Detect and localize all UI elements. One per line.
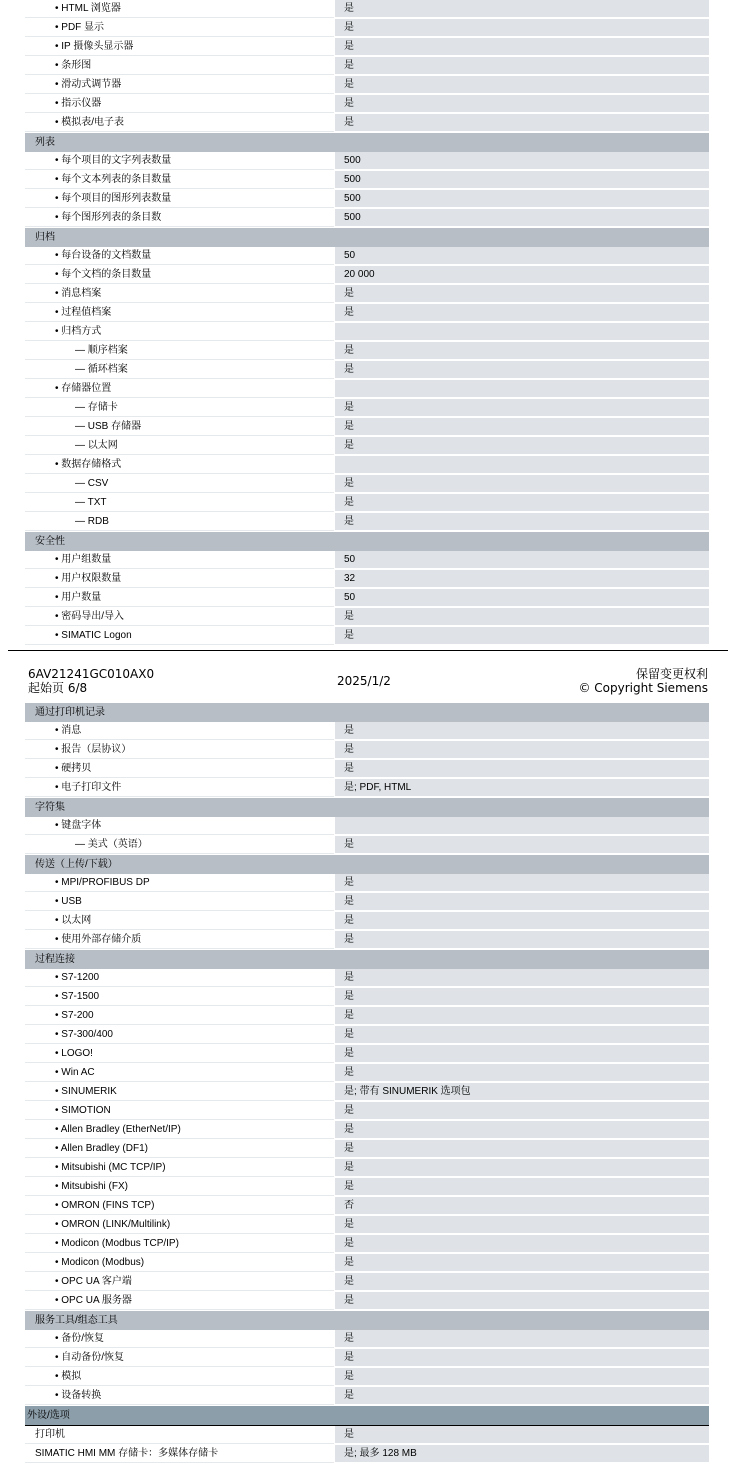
row-value: 是 (335, 1387, 709, 1405)
row-value: 32 (335, 570, 709, 588)
row-label: • 每个项目的图形列表数量 (25, 190, 334, 208)
row-label: • 消息 (25, 722, 334, 740)
row-value: 是 (335, 38, 709, 56)
row-label: • 电子打印文件 (25, 779, 334, 797)
table-row (25, 1026, 709, 1045)
section-title: 字符集 (35, 802, 65, 813)
table-row (25, 1273, 709, 1292)
row-label: • S7-1200 (25, 969, 334, 987)
row-label: — 顺序档案 (25, 342, 334, 360)
row-value: 是 (335, 57, 709, 75)
row-value: 50 (335, 551, 709, 569)
row-value: 是 (335, 627, 709, 645)
row-label: • S7-200 (25, 1007, 334, 1025)
row-label: • 自动备份/恢复 (25, 1349, 334, 1367)
table-row (25, 247, 709, 266)
table-row (25, 437, 709, 456)
section-title: 传送（上传/下载） (35, 859, 118, 870)
row-value: 是 (335, 1254, 709, 1272)
row-value: 是 (335, 1121, 709, 1139)
product-number: 6AV21241GC010AX0 (28, 667, 155, 681)
row-label: — 循环档案 (25, 361, 334, 379)
row-label: • 键盘字体 (25, 817, 334, 835)
row-value: 是 (335, 1349, 709, 1367)
row-value: 是 (335, 608, 709, 626)
table-row (25, 741, 709, 760)
row-value: 是 (335, 304, 709, 322)
row-label: • SINUMERIK (25, 1083, 334, 1101)
row-label: • 设备转换 (25, 1387, 334, 1405)
table-row (25, 1045, 709, 1064)
page-divider (8, 650, 728, 651)
row-value: 是 (335, 931, 709, 949)
row-value (335, 380, 709, 398)
row-value: 50 (335, 589, 709, 607)
row-value: 500 (335, 209, 709, 227)
row-label: • Allen Bradley (DF1) (25, 1140, 334, 1158)
row-label: • 每台设备的文档数量 (25, 247, 334, 265)
row-label: — RDB (25, 513, 334, 531)
row-value: 是 (335, 988, 709, 1006)
row-value: 是 (335, 1235, 709, 1253)
row-label: — 美式（英语） (25, 836, 334, 854)
row-label: • 模拟表/电子表 (25, 114, 334, 132)
row-value: 是 (335, 1368, 709, 1386)
row-value: 是; 带有 SINUMERIK 选项包 (335, 1083, 709, 1101)
row-value (335, 817, 709, 835)
section-header (25, 798, 709, 817)
row-value: 是; 最多 128 MB (335, 1445, 709, 1463)
row-label: • OMRON (FINS TCP) (25, 1197, 334, 1215)
row-value: 500 (335, 152, 709, 170)
table-row (25, 361, 709, 380)
section-title: 安全性 (35, 536, 65, 547)
table-row (25, 760, 709, 779)
row-value: 是 (335, 836, 709, 854)
row-value: 是 (335, 1064, 709, 1082)
row-label: SIMATIC HMI MM 存储卡：多媒体存储卡 (25, 1445, 334, 1463)
table-row (25, 912, 709, 931)
row-label: • 用户组数量 (25, 551, 334, 569)
rights-reserved: 保留变更权利 (635, 667, 708, 681)
table-row (25, 1426, 709, 1445)
table-row (25, 342, 709, 361)
row-label: — CSV (25, 475, 334, 493)
row-label: • S7-1500 (25, 988, 334, 1006)
row-value: 是 (335, 0, 709, 18)
row-label: • 条形图 (25, 57, 334, 75)
row-value: 是 (335, 969, 709, 987)
table-row (25, 1368, 709, 1387)
row-value: 是 (335, 437, 709, 455)
row-label: • 滑动式调节器 (25, 76, 334, 94)
row-value: 是 (335, 342, 709, 360)
section-header (25, 950, 709, 969)
table-row (25, 931, 709, 950)
row-label: • Modicon (Modbus) (25, 1254, 334, 1272)
table-row (25, 152, 709, 171)
table-row (25, 38, 709, 57)
row-value: 是 (335, 760, 709, 778)
row-value: 是 (335, 1140, 709, 1158)
row-value: 是; PDF, HTML (335, 779, 709, 797)
table-row (25, 285, 709, 304)
row-value (335, 456, 709, 474)
row-label: • Mitsubishi (MC TCP/IP) (25, 1159, 334, 1177)
row-label: • 过程值档案 (25, 304, 334, 322)
row-value: 是 (335, 741, 709, 759)
row-label: • Mitsubishi (FX) (25, 1178, 334, 1196)
row-label: • OMRON (LINK/Multilink) (25, 1216, 334, 1234)
row-label: • Modicon (Modbus TCP/IP) (25, 1235, 334, 1253)
table-row (25, 1121, 709, 1140)
table-row (25, 513, 709, 532)
section-title: 外设/选项 (27, 1410, 70, 1421)
table-row (25, 1197, 709, 1216)
row-label: • 每个项目的文字列表数量 (25, 152, 334, 170)
spec-table-bottom (25, 703, 709, 1464)
row-label: • SIMATIC Logon (25, 627, 334, 645)
row-value: 是 (335, 722, 709, 740)
row-value: 500 (335, 190, 709, 208)
row-label: • OPC UA 服务器 (25, 1292, 334, 1310)
row-value: 是 (335, 1026, 709, 1044)
section-header (25, 1406, 709, 1426)
row-label: • S7-300/400 (25, 1026, 334, 1044)
row-value: 是 (335, 893, 709, 911)
row-label: • HTML 浏览器 (25, 0, 334, 18)
section-title: 过程连接 (35, 954, 75, 965)
table-row (25, 722, 709, 741)
row-label: • 密码导出/导入 (25, 608, 334, 626)
header-right (578, 667, 708, 695)
row-value: 是 (335, 285, 709, 303)
row-value: 是 (335, 1007, 709, 1025)
row-label: • MPI/PROFIBUS DP (25, 874, 334, 892)
row-value: 是 (335, 114, 709, 132)
table-row (25, 456, 709, 475)
section-header (25, 532, 709, 551)
row-value: 是 (335, 361, 709, 379)
row-value: 20 000 (335, 266, 709, 284)
table-row (25, 1330, 709, 1349)
spec-table-top (25, 0, 709, 646)
table-row (25, 1292, 709, 1311)
row-value: 50 (335, 247, 709, 265)
table-row (25, 1140, 709, 1159)
row-value: 是 (335, 1102, 709, 1120)
table-row (25, 171, 709, 190)
table-row (25, 608, 709, 627)
row-label: • OPC UA 客户端 (25, 1273, 334, 1291)
header-date: 2025/1/2 (337, 674, 391, 688)
row-label: • 消息档案 (25, 285, 334, 303)
row-label: • LOGO! (25, 1045, 334, 1063)
row-value: 是 (335, 1159, 709, 1177)
section-title: 通过打印机记录 (35, 707, 105, 718)
section-header (25, 1311, 709, 1330)
row-value: 是 (335, 494, 709, 512)
row-label: • 存储器位置 (25, 380, 334, 398)
row-value: 是 (335, 1330, 709, 1348)
row-value: 是 (335, 1292, 709, 1310)
section-header (25, 133, 709, 152)
page-number: 起始页 6/8 (28, 681, 88, 695)
section-title: 归档 (35, 232, 55, 243)
section-header (25, 228, 709, 247)
row-value: 是 (335, 513, 709, 531)
row-value: 是 (335, 95, 709, 113)
table-row (25, 836, 709, 855)
table-row (25, 0, 709, 19)
section-header (25, 703, 709, 722)
table-row (25, 494, 709, 513)
table-row (25, 988, 709, 1007)
page-header (28, 667, 708, 699)
table-row (25, 475, 709, 494)
row-label: • 硬拷贝 (25, 760, 334, 778)
table-row (25, 969, 709, 988)
row-value: 是 (335, 76, 709, 94)
row-label: • SIMOTION (25, 1102, 334, 1120)
row-value: 是 (335, 1045, 709, 1063)
row-label: • PDF 显示 (25, 19, 334, 37)
table-row (25, 1178, 709, 1197)
copyright: © Copyright Siemens (578, 681, 708, 695)
row-value: 是 (335, 1178, 709, 1196)
table-row (25, 323, 709, 342)
table-row (25, 209, 709, 228)
row-label: • 数据存储格式 (25, 456, 334, 474)
table-row (25, 190, 709, 209)
table-row (25, 380, 709, 399)
row-label: 打印机 (25, 1426, 334, 1444)
row-label: • 每个文档的条目数量 (25, 266, 334, 284)
row-label: • 用户数量 (25, 589, 334, 607)
row-label: • 模拟 (25, 1368, 334, 1386)
row-value: 是 (335, 1426, 709, 1444)
table-row (25, 19, 709, 38)
row-value: 500 (335, 171, 709, 189)
row-label: — 以太网 (25, 437, 334, 455)
table-row (25, 1349, 709, 1368)
table-row (25, 266, 709, 285)
row-label: • 每个文本列表的条目数量 (25, 171, 334, 189)
table-row (25, 418, 709, 437)
row-value: 否 (335, 1197, 709, 1215)
row-value: 是 (335, 475, 709, 493)
table-row (25, 874, 709, 893)
table-row (25, 399, 709, 418)
row-label: • Allen Bradley (EtherNet/IP) (25, 1121, 334, 1139)
table-row (25, 57, 709, 76)
row-label: — 存储卡 (25, 399, 334, 417)
row-label: • USB (25, 893, 334, 911)
table-row (25, 114, 709, 133)
row-value: 是 (335, 912, 709, 930)
row-value: 是 (335, 418, 709, 436)
table-row (25, 779, 709, 798)
row-label: • 用户权限数量 (25, 570, 334, 588)
table-row (25, 817, 709, 836)
row-label: • IP 摄像头显示器 (25, 38, 334, 56)
table-row (25, 304, 709, 323)
table-row (25, 95, 709, 114)
table-row (25, 1064, 709, 1083)
table-row (25, 1216, 709, 1235)
row-label: • 报告（层协议） (25, 741, 334, 759)
table-row (25, 1254, 709, 1273)
table-row (25, 627, 709, 646)
row-label: • 每个图形列表的条目数 (25, 209, 334, 227)
row-label: • 指示仪器 (25, 95, 334, 113)
row-value: 是 (335, 874, 709, 892)
row-label: • 使用外部存储介质 (25, 931, 334, 949)
row-value: 是 (335, 399, 709, 417)
table-row (25, 1159, 709, 1178)
table-row (25, 893, 709, 912)
table-row (25, 76, 709, 95)
table-row (25, 1235, 709, 1254)
section-title: 列表 (35, 137, 55, 148)
section-header (25, 855, 709, 874)
section-title: 服务工具/组态工具 (35, 1315, 118, 1326)
table-row (25, 1387, 709, 1406)
row-label: • 归档方式 (25, 323, 334, 341)
table-row (25, 1102, 709, 1121)
table-row (25, 551, 709, 570)
row-value (335, 323, 709, 341)
row-label: • 以太网 (25, 912, 334, 930)
table-row (25, 570, 709, 589)
row-label: • Win AC (25, 1064, 334, 1082)
row-value: 是 (335, 1216, 709, 1234)
table-row (25, 1083, 709, 1102)
header-left (28, 667, 154, 695)
row-label: — TXT (25, 494, 334, 512)
row-value: 是 (335, 1273, 709, 1291)
table-row (25, 589, 709, 608)
row-value: 是 (335, 19, 709, 37)
table-row (25, 1445, 709, 1464)
row-label: — USB 存储器 (25, 418, 334, 436)
table-row (25, 1007, 709, 1026)
row-label: • 备份/恢复 (25, 1330, 334, 1348)
